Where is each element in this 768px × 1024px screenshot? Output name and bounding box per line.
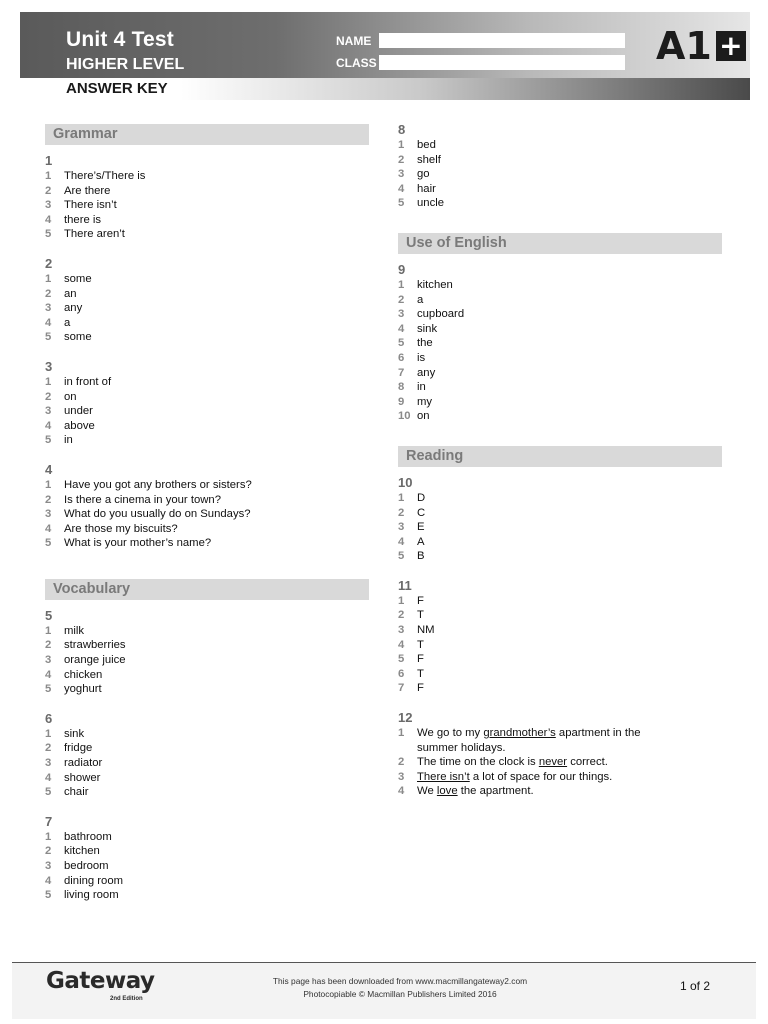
- section-reading: Reading: [398, 446, 722, 467]
- item-number: 3: [45, 302, 52, 315]
- exercise-11: [398, 578, 722, 696]
- list-item: [45, 741, 369, 756]
- answer-text: shelf: [417, 153, 441, 166]
- answer-text: dining room: [64, 874, 124, 887]
- answer-text: What is your mother’s name?: [64, 537, 212, 550]
- answer-text: Are those my biscuits?: [64, 522, 178, 535]
- level-label: HIGHER LEVEL: [66, 56, 185, 73]
- item-number: 4: [398, 535, 405, 548]
- page-title: Unit 4 Test: [66, 28, 174, 51]
- list-item: [45, 653, 369, 668]
- list-item: [45, 227, 369, 242]
- list-item: [45, 668, 369, 683]
- section-use-of-english: Use of English: [398, 233, 722, 254]
- item-number: 3: [398, 168, 405, 181]
- list-item: [398, 409, 722, 424]
- underlined-word: There isn’t: [417, 770, 470, 783]
- list-item: [45, 859, 369, 874]
- answer-text-part: the apartment.: [457, 785, 534, 798]
- exercise-10: [398, 475, 722, 564]
- item-number: 4: [45, 316, 52, 329]
- list-item: [398, 608, 722, 623]
- exercise-5: [45, 608, 369, 697]
- list-item: [398, 594, 722, 609]
- list-item: [398, 623, 722, 638]
- exercise-9: [398, 262, 722, 424]
- answer-text: radiator: [64, 757, 103, 770]
- item-number: 5: [45, 434, 52, 447]
- download-notice: This page has been downloaded from www.macmillangateway2.com: [272, 976, 528, 986]
- answer-text: on: [64, 390, 77, 403]
- exercise-number: 9: [398, 261, 406, 277]
- list-item: [45, 682, 369, 697]
- item-number: 1: [45, 727, 52, 740]
- list-item: [45, 433, 369, 448]
- answer-text: my: [417, 395, 433, 408]
- item-number: 4: [398, 182, 405, 195]
- list-item: [398, 293, 722, 308]
- answer-text: A: [417, 535, 425, 548]
- list-item: [398, 366, 722, 381]
- plus-icon: +: [716, 31, 746, 61]
- item-number: 2: [398, 609, 405, 622]
- item-number: 1: [398, 594, 405, 607]
- item-number: 4: [45, 771, 52, 784]
- exercise-12: [398, 710, 722, 799]
- list-item: [45, 830, 369, 845]
- class-label: CLASS: [336, 56, 377, 70]
- answer-text: Are there: [64, 184, 111, 197]
- list-item: [398, 336, 722, 351]
- item-number: 5: [45, 537, 52, 550]
- underlined-word: grandmother’s: [483, 727, 556, 740]
- answer-text-part: summer holidays.: [417, 741, 506, 754]
- answer-text: F: [417, 682, 424, 695]
- list-item: [45, 301, 369, 316]
- answer-text: T: [417, 609, 424, 622]
- list-item: [45, 184, 369, 199]
- item-number: 3: [45, 757, 52, 770]
- item-number: 1: [398, 278, 405, 291]
- list-item: [398, 351, 722, 366]
- exercise-7: [45, 814, 369, 903]
- list-item: [45, 375, 369, 390]
- page-number: 1 of 2: [680, 979, 711, 993]
- answer-text: NM: [417, 624, 435, 637]
- item-number: 1: [45, 272, 52, 285]
- answer-text: chair: [64, 786, 89, 799]
- item-number: 1: [45, 478, 52, 491]
- exercise-number: 12: [398, 710, 413, 726]
- item-number: 5: [45, 889, 52, 902]
- item-number: 2: [45, 390, 52, 403]
- underlined-word: love: [436, 785, 458, 798]
- answer-text: Is there a cinema in your town?: [64, 493, 221, 506]
- list-item: [398, 138, 722, 153]
- logo-digit: 1: [685, 24, 712, 68]
- answer-text: the: [417, 337, 433, 350]
- exercise-8: [398, 122, 722, 211]
- answer-text: any: [417, 366, 436, 379]
- list-item: [45, 213, 369, 228]
- list-item: [398, 196, 722, 211]
- exercise-number: 6: [45, 710, 53, 726]
- answer-text-part: We go to my: [417, 727, 484, 740]
- answer-text-part: a lot of space for our things.: [469, 770, 613, 783]
- answer-text: What do you usually do on Sundays?: [64, 508, 251, 521]
- list-item: [45, 844, 369, 859]
- list-item: [398, 784, 722, 799]
- answer-text: [417, 726, 641, 755]
- list-item: [45, 272, 369, 287]
- list-item: [45, 478, 369, 493]
- answer-text: under: [64, 405, 93, 418]
- list-item: [45, 874, 369, 889]
- item-number: 3: [398, 624, 405, 637]
- item-number: 1: [45, 375, 52, 388]
- list-item: [398, 491, 722, 506]
- list-item: [45, 638, 369, 653]
- list-item: [398, 307, 722, 322]
- name-field[interactable]: [379, 33, 625, 48]
- answer-text: above: [64, 419, 95, 432]
- item-number: 2: [45, 639, 52, 652]
- answer-text: strawberries: [64, 639, 126, 652]
- answer-text: a: [64, 316, 71, 329]
- item-number: 3: [398, 521, 405, 534]
- list-item: [45, 522, 369, 537]
- answer-text: some: [64, 272, 92, 285]
- item-number: 1: [398, 139, 405, 151]
- list-item: [398, 638, 722, 653]
- answer-text: F: [417, 653, 424, 666]
- exercise-number: 3: [45, 358, 53, 374]
- item-number: 7: [398, 366, 405, 379]
- section-vocabulary: Vocabulary: [45, 579, 369, 600]
- item-number: 1: [398, 727, 405, 740]
- item-number: 3: [398, 770, 405, 783]
- item-number: 3: [45, 654, 52, 667]
- item-number: 4: [45, 522, 52, 535]
- list-item: [45, 330, 369, 345]
- answer-text: There’s/There is: [64, 170, 146, 182]
- answer-text: there is: [64, 213, 102, 226]
- answer-text: orange juice: [64, 654, 126, 667]
- exercise-number: 1: [45, 153, 53, 168]
- answer-text: [417, 755, 608, 770]
- section-grammar: Grammar: [45, 124, 369, 145]
- right-column: [398, 122, 722, 813]
- item-number: 6: [398, 667, 405, 680]
- item-number: 5: [398, 197, 405, 210]
- item-number: 3: [398, 308, 405, 321]
- answer-text: T: [417, 667, 424, 680]
- answer-text: E: [417, 521, 425, 534]
- list-item: [398, 278, 722, 293]
- answer-text: B: [417, 550, 425, 563]
- list-item: [45, 198, 369, 213]
- answer-text: a: [417, 293, 424, 306]
- copyright-notice: Photocopiable © Macmillan Publishers Limited 2016: [303, 989, 497, 999]
- item-number: 4: [45, 213, 52, 226]
- edition-label: 2nd Edition: [110, 996, 143, 1002]
- list-item: [45, 888, 369, 903]
- list-item: [45, 287, 369, 302]
- item-number: 4: [45, 668, 52, 681]
- item-number: 8: [398, 381, 405, 394]
- list-item: [45, 404, 369, 419]
- answer-text: in: [417, 381, 426, 394]
- item-number: 10: [398, 410, 411, 423]
- item-number: 2: [398, 756, 405, 769]
- list-item: [45, 493, 369, 508]
- item-number: 5: [45, 331, 52, 344]
- answer-text: bedroom: [64, 860, 109, 872]
- list-item: [398, 535, 722, 550]
- list-item: [398, 167, 722, 182]
- list-item: [45, 390, 369, 405]
- gateway-logo: Gateway: [46, 968, 155, 994]
- list-item: [398, 652, 722, 667]
- answer-text: go: [417, 168, 430, 181]
- list-item: [398, 322, 722, 337]
- item-number: 2: [398, 506, 405, 519]
- item-number: 3: [45, 199, 52, 212]
- answer-text-part: We: [417, 785, 437, 798]
- item-number: 3: [45, 860, 52, 872]
- class-field[interactable]: [379, 55, 625, 70]
- list-item: [45, 727, 369, 742]
- list-item: [45, 169, 369, 184]
- list-item: [45, 771, 369, 786]
- exercise-1: [45, 153, 369, 242]
- exercise-2: [45, 256, 369, 345]
- exercise-4: [45, 462, 369, 551]
- exercise-number: 4: [45, 461, 53, 477]
- list-item: [45, 756, 369, 771]
- item-number: 6: [398, 351, 405, 364]
- answer-text: kitchen: [417, 278, 453, 291]
- item-number: 2: [45, 493, 52, 506]
- item-number: 4: [398, 785, 405, 798]
- left-column: [45, 122, 369, 917]
- answer-text: milk: [64, 624, 85, 637]
- item-number: 3: [45, 405, 52, 418]
- list-item: [398, 755, 722, 770]
- list-item: [398, 770, 722, 785]
- list-item: [45, 507, 369, 522]
- answer-text: some: [64, 331, 92, 344]
- item-number: 3: [45, 508, 52, 521]
- item-number: 9: [398, 395, 405, 408]
- item-number: 2: [45, 287, 52, 300]
- item-number: 2: [398, 153, 405, 166]
- exercise-6: [45, 711, 369, 800]
- answer-text: F: [417, 594, 424, 607]
- exercise-number: 2: [45, 255, 53, 271]
- answer-text: in: [64, 434, 73, 447]
- item-number: 5: [45, 228, 52, 241]
- answer-text: any: [64, 302, 83, 315]
- exercise-number: 8: [398, 122, 406, 137]
- answer-text: on: [417, 410, 430, 423]
- answer-text: shower: [64, 771, 101, 784]
- list-item: [45, 624, 369, 639]
- answer-text: cupboard: [417, 308, 465, 321]
- answer-text-part: apartment in the: [555, 727, 641, 740]
- name-label: NAME: [336, 34, 372, 48]
- answer-text: C: [417, 506, 426, 519]
- item-number: 2: [398, 293, 405, 306]
- item-number: 1: [45, 624, 52, 637]
- answer-text: Have you got any brothers or sisters?: [64, 478, 252, 491]
- list-item: [45, 419, 369, 434]
- answer-text-part: correct.: [567, 756, 608, 769]
- answer-text-part: The time on the clock is: [417, 756, 539, 769]
- exercise-3: [45, 359, 369, 448]
- answer-text: sink: [417, 322, 438, 335]
- item-number: 1: [45, 170, 52, 182]
- exercise-number: 5: [45, 607, 53, 623]
- item-number: 1: [398, 491, 405, 504]
- list-item: [398, 395, 722, 410]
- answer-text: [417, 784, 534, 799]
- list-item: [45, 536, 369, 551]
- list-item: [398, 667, 722, 682]
- answer-text: There aren’t: [64, 228, 125, 241]
- item-number: 2: [45, 184, 52, 197]
- answer-text: yoghurt: [64, 683, 102, 696]
- answer-text: D: [417, 491, 426, 504]
- answer-text: kitchen: [64, 845, 100, 858]
- answer-text: There isn’t: [64, 199, 117, 212]
- answer-text: is: [417, 351, 426, 364]
- answer-text: T: [417, 638, 424, 651]
- list-item: [398, 520, 722, 535]
- a1-plus-logo: [656, 24, 746, 68]
- exercise-number: 10: [398, 474, 413, 490]
- list-item: [45, 785, 369, 800]
- underlined-word: never: [538, 756, 568, 769]
- list-item: [398, 182, 722, 197]
- item-number: 4: [398, 322, 405, 335]
- answer-text: hair: [417, 182, 436, 195]
- answer-text: chicken: [64, 668, 103, 681]
- list-item: [398, 549, 722, 564]
- item-number: 7: [398, 682, 405, 695]
- answer-text: fridge: [64, 742, 93, 755]
- item-number: 1: [45, 830, 52, 843]
- answer-text: uncle: [417, 197, 445, 210]
- list-item: [45, 316, 369, 331]
- item-number: 4: [398, 638, 405, 651]
- logo-letter: A: [656, 24, 684, 68]
- answer-text: living room: [64, 889, 119, 902]
- answer-text: in front of: [64, 375, 112, 388]
- list-item: [398, 681, 722, 696]
- item-number: 2: [45, 845, 52, 858]
- exercise-number: 7: [45, 813, 53, 829]
- answer-text: [417, 770, 612, 785]
- answer-key-title: ANSWER KEY: [66, 80, 168, 97]
- answer-text: sink: [64, 727, 85, 740]
- list-item: [398, 726, 722, 755]
- item-number: 4: [45, 419, 52, 432]
- item-number: 4: [45, 874, 52, 887]
- list-item: [398, 153, 722, 168]
- list-item: [398, 380, 722, 395]
- item-number: 5: [45, 683, 52, 696]
- item-number: 2: [45, 742, 52, 755]
- list-item: [398, 506, 722, 521]
- item-number: 5: [45, 786, 52, 799]
- item-number: 5: [398, 337, 405, 350]
- answer-text: bathroom: [64, 830, 112, 843]
- item-number: 5: [398, 550, 405, 563]
- exercise-number: 11: [398, 577, 412, 593]
- item-number: 5: [398, 653, 405, 666]
- answer-text: an: [64, 287, 77, 300]
- answer-text: bed: [417, 139, 436, 151]
